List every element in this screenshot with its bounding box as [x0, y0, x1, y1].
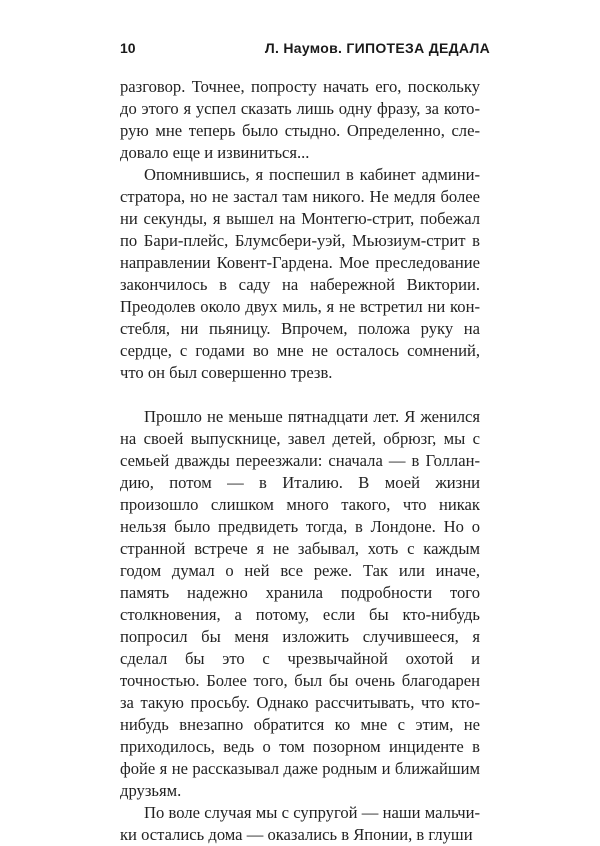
paragraph-3: Прошло не меньше пятнадцати лет. Я женился на своей выпускнице, завел детей, обрюзг, мы с семьей дважды переезжали: сначала — в Голландию, потом — в Италию. В моей жизни произошло слишком много такого, что никак нельзя было предвидеть тогда, в Лондоне. Но о странной встрече я не забывал, хоть с каждым годом думал о ней все реже. Так или иначе, память надежно хранила подробности того столкновения, а потому, если бы кто-нибудь попросил бы меня изложить случившееся, я сделал бы это с чрезвычайной охотой и точностью. Более того, был бы очень благодарен за такую просьбу. Однако рассчитывать, что кто-нибудь внезапно обратится ко мне с этим, не приходилось, ведь о том позорном инциденте в фойе я не рассказывал даже родным и ближайшим друзьям. — [120, 407, 480, 800]
body-text — [120, 76, 480, 846]
page-number: 10 — [120, 40, 136, 56]
paragraph-4: По воле случая мы с супругой — наши мальчики остались дома — оказались в Японии, в глуши — [120, 803, 480, 844]
paragraph-2: Опомнившись, я поспешил в кабинет администратора, но не застал там никого. Не медля более ни секунды, я вышел на Монтегю-стрит, побежал по Бари-плейс, Блумсбери-уэй, Мьюзиум-стрит в направлении Ковент-Гардена. Мое преследование закончилось в саду на набережной Виктории. Преодолев около двух миль, я не встретил ни констебля, ни пьяницу. Впрочем, положа руку на сердце, с годами во мне не осталось сомнений, что он был совершенно трезв. — [120, 165, 480, 382]
running-header — [120, 40, 490, 62]
running-head-title: Л. Наумов. ГИПОТЕЗА ДЕДАЛА — [264, 40, 490, 56]
section-break — [120, 384, 480, 406]
paragraph-1: разговор. Точнее, попросту начать его, поскольку до этого я успел сказать лишь одну фразу, за которую мне теперь было стыдно. Определенно, следовало еще и извиниться... — [120, 77, 480, 162]
